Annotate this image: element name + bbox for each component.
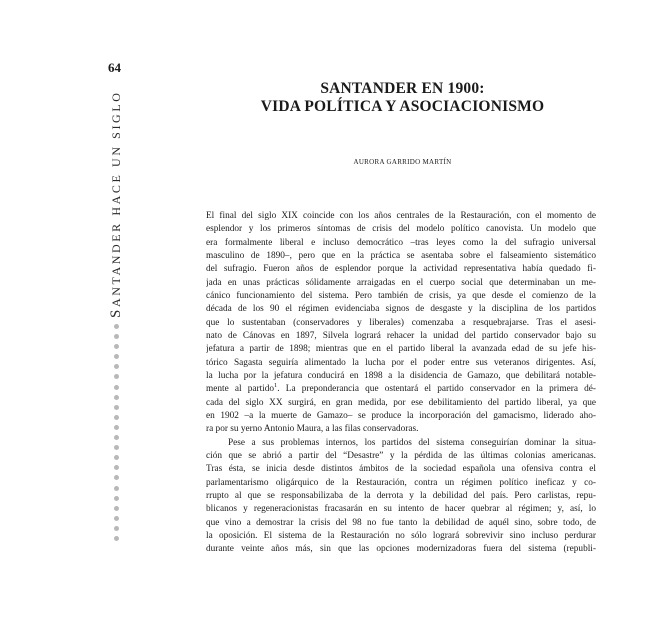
book-title-rest: ANTANDER HACE UN SIGLO <box>109 90 123 308</box>
decorative-dot <box>114 395 119 400</box>
text-line: jada en unas prácticas sólidamente arraigadas en el cuerpo social que determinaban un me- <box>206 277 596 288</box>
decorative-dot <box>114 506 119 511</box>
article-author: AURORA GARRIDO MARTÍN <box>353 158 452 166</box>
text-line: que lo sustentaban (conservadores y liberales) comenzaba a resquebrajarse. Tras el asesi- <box>206 317 596 328</box>
decorative-dot <box>114 364 119 369</box>
text-line: rrupto al que se responsabilizaba de la derrota y la debilidad del país. Pero carlistas, repu- <box>206 490 596 501</box>
decorative-dot-column <box>114 324 120 541</box>
decorative-dot <box>114 496 119 501</box>
article-body <box>206 210 596 557</box>
decorative-dot <box>114 385 119 390</box>
book-title-vertical <box>110 90 122 318</box>
text-line: cánico funcionamiento del sistema. Pero también de crisis, ya que desde el comienzo de la <box>206 290 596 301</box>
decorative-dot <box>114 465 119 470</box>
book-title-initial: S <box>108 307 124 318</box>
text-line: ra por su yerno Antonio Maura, a las filas conservadoras. <box>206 424 419 435</box>
text-line: jefatura a partir de 1898; mientras que en el partido liberal la avanzada edad de su jefe his- <box>206 344 596 355</box>
text-segment: mente al partido <box>206 384 275 395</box>
text-line: tórico Sagasta seguiría alimentado la lucha por el poder entre sus veteranos dirigentes. Así, <box>206 357 596 368</box>
text-line: era formalmente liberal e incluso democrático –tras leyes como la del sufragio universal <box>206 237 596 248</box>
decorative-dot <box>114 526 119 531</box>
text-line: nato de Cánovas en 1897, Silvela logrará rehacer la unidad del partido conservador bajo su <box>206 330 596 341</box>
decorative-dot <box>114 486 119 491</box>
text-line: esplendor y los primeros síntomas de crisis del modelo político canovista. Un modelo que <box>206 224 596 235</box>
text-line: blicanos y regeneracionistas fracasarán en su intento de hacer quebrar al régimen; y, así, lo <box>206 504 596 515</box>
text-segment: . La preponderancia que ostentará el partido conservador en la primera dé- <box>277 384 596 395</box>
decorative-dot <box>114 425 119 430</box>
text-line: década de los 90 el régimen evidenciaba signos de desgaste y la disciplina de los partidos <box>206 304 596 315</box>
text-line: cada del siglo XX surgirá, en gran medida, por ese debilitamiento del partido liberal, ya que <box>206 397 596 408</box>
decorative-dot <box>114 374 119 379</box>
decorative-dot <box>114 334 119 339</box>
title-line-1: SANTANDER EN 1900: <box>320 80 485 97</box>
decorative-dot <box>114 455 119 460</box>
decorative-dot <box>114 344 119 349</box>
text-line-footnote <box>206 383 596 396</box>
text-line: la lucha por la jefatura conducirá en 1898 a la disidencia de Gamazo, que debilitará notable- <box>206 370 596 381</box>
article-title <box>210 80 595 116</box>
text-line: la oposición. El sistema de la Restauración no sólo logrará sobrevivir sino incluso perdurar <box>206 530 596 541</box>
decorative-dot <box>114 324 119 329</box>
decorative-dot <box>114 415 119 420</box>
page-number: 64 <box>108 60 121 75</box>
text-line: masculino de 1890–, pero que en la práctica se asentaba sobre el falseamiento sistemático <box>206 250 596 261</box>
text-line: El final del siglo XIX coincide con los años centrales de la Restauración, con el momento de <box>206 211 596 221</box>
decorative-dot <box>114 354 119 359</box>
text-line: que vino a demostrar la crisis del 98 no fue tanto la debilidad de aquél sino, sobre todo, de <box>206 517 596 528</box>
decorative-dot <box>114 536 119 541</box>
decorative-dot <box>114 435 119 440</box>
text-line: parlamentarismo oligárquico de la Restauración, contra un régimen político ineficaz y co- <box>206 477 596 488</box>
text-line: durante veinte años más, sin que las opciones modernizadoras fuera del sistema (republi- <box>206 544 596 555</box>
text-line: del sufragio. Fueron años de esplendor porque la actividad representativa había quedado fi- <box>206 264 596 275</box>
text-line: Tras ésta, se inicia desde distintos ámbitos de la sociedad española una ofensiva contra el <box>206 464 596 475</box>
paragraph-2 <box>206 437 596 557</box>
title-line-2: VIDA POLÍTICA Y ASOCIACIONISMO <box>260 98 545 115</box>
paragraph-1 <box>206 210 596 437</box>
text-line: Pese a sus problemas internos, los partidos del sistema conseguirían dominar la situa- <box>228 437 596 448</box>
decorative-dot <box>114 405 119 410</box>
decorative-dot <box>114 475 119 480</box>
decorative-dot <box>114 516 119 521</box>
text-line: en 1902 –a la muerte de Gamazo– se produce la incorporación del gamacismo, liderado aho- <box>206 410 596 421</box>
footnote-reference[interactable]: 1 <box>274 383 278 390</box>
decorative-dot <box>114 445 119 450</box>
text-line: ción que se abrió a partir del “Desastre” y la pérdida de las últimas colonias americanas. <box>206 450 596 461</box>
